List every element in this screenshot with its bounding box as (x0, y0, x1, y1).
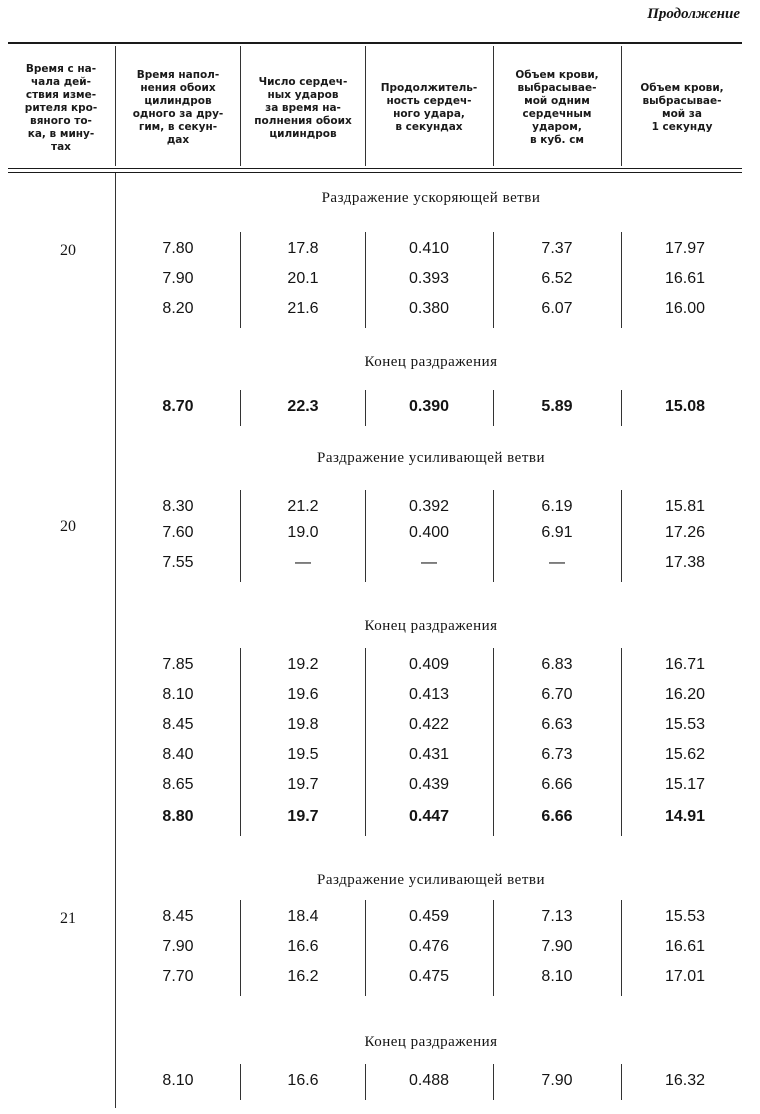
table-cell: 8.45 (162, 716, 194, 733)
table-cell: 7.80 (162, 240, 194, 257)
table-cell: 17.26 (664, 524, 706, 541)
column-divider (240, 1064, 241, 1100)
table-cell: 7.60 (162, 524, 194, 541)
table-cell: 15.53 (664, 908, 706, 925)
column-divider (365, 232, 366, 328)
table-cell: 8.30 (162, 498, 194, 515)
header-col-beats: Число сердеч- ных ударов за время на- полнения обоих цилиндров (254, 75, 352, 140)
table-cell: 7.90 (541, 938, 573, 955)
section-title: Раздражение усиливающей ветви (317, 450, 545, 466)
table-cell: 7.90 (162, 270, 194, 287)
column-divider (365, 648, 366, 836)
table-cell: 0.439 (408, 776, 450, 793)
table-cell: 8.10 (541, 968, 573, 985)
table-cell: 6.19 (541, 498, 573, 515)
table-cell: 8.70 (162, 398, 194, 415)
table-cell: 22.3 (287, 398, 319, 415)
header-bottom-rule (8, 172, 742, 173)
table-cell: 16.32 (664, 1072, 706, 1089)
table-cell: 14.91 (664, 808, 706, 825)
table-cell: 7.13 (541, 908, 573, 925)
column-divider (493, 648, 494, 836)
column-divider (493, 1064, 494, 1100)
column-divider (493, 490, 494, 582)
column-divider (621, 390, 622, 426)
table-cell: 6.66 (541, 808, 573, 825)
table-cell: 17.01 (664, 968, 706, 985)
column-divider (240, 390, 241, 426)
table-cell: 7.37 (541, 240, 573, 257)
time-label: 21 (60, 910, 76, 927)
table-cell: 6.63 (541, 716, 573, 733)
header-col-fill-time: Время напол- нения обоих цилиндров одного за дру- гим, в секун- дах (132, 69, 224, 146)
table-cell: 0.409 (408, 656, 450, 673)
column-divider (493, 232, 494, 328)
column-divider (240, 232, 241, 328)
table-cell: 16.20 (664, 686, 706, 703)
top-rule (8, 42, 742, 44)
section-title: Конец раздражения (364, 618, 498, 634)
table-cell: 19.2 (287, 656, 319, 673)
header-bottom-rule (8, 168, 742, 169)
header-divider (115, 46, 116, 166)
table-cell: 15.53 (664, 716, 706, 733)
table-cell: 17.8 (287, 240, 319, 257)
table-cell: 0.488 (408, 1072, 450, 1089)
column-divider (621, 490, 622, 582)
table-cell: 0.447 (408, 808, 450, 825)
column-divider (621, 1064, 622, 1100)
time-column-divider (115, 173, 116, 1108)
table-cell: 17.97 (664, 240, 706, 257)
table-cell: 0.431 (408, 746, 450, 763)
table-cell: 19.6 (287, 686, 319, 703)
column-divider (621, 232, 622, 328)
time-label: 20 (60, 518, 76, 535)
table-cell: 6.52 (541, 270, 573, 287)
section-title: Конец раздражения (364, 354, 498, 370)
column-divider (240, 648, 241, 836)
table-cell: 6.07 (541, 300, 573, 317)
table-cell: 19.7 (287, 808, 319, 825)
header-col-beat-duration: Продолжитель- ность сердеч- ного удара, в секундах (380, 82, 478, 133)
table-cell: 7.70 (162, 968, 194, 985)
time-label: 20 (60, 242, 76, 259)
table-cell: 19.7 (287, 776, 319, 793)
table-cell: 19.8 (287, 716, 319, 733)
header-divider (240, 46, 241, 166)
table-cell: 0.392 (408, 498, 450, 515)
table-cell: 0.410 (408, 240, 450, 257)
section-title: Конец раздражения (364, 1034, 498, 1050)
table-cell: 21.6 (287, 300, 319, 317)
table-cell: 16.71 (664, 656, 706, 673)
table-cell: 0.459 (408, 908, 450, 925)
table-cell: 6.66 (541, 776, 573, 793)
header-col-stroke-volume: Объем крови, выбрасывае- мой одним сердечным ударом, в куб. см (515, 69, 599, 146)
table-cell: 8.10 (162, 686, 194, 703)
table-cell: 8.80 (162, 808, 194, 825)
table-cell: 15.62 (664, 746, 706, 763)
column-divider (493, 390, 494, 426)
table-cell: 16.6 (287, 1072, 319, 1089)
header-col-volume-per-second: Объем крови, выбрасывае- мой за 1 секунду (640, 82, 724, 133)
table-cell: 0.475 (408, 968, 450, 985)
table-cell: 15.81 (664, 498, 706, 515)
table-cell: 19.5 (287, 746, 319, 763)
column-divider (621, 900, 622, 996)
table-cell: 20.1 (287, 270, 319, 287)
table-cell: 15.08 (664, 398, 706, 415)
column-divider (365, 390, 366, 426)
table-cell: 5.89 (541, 398, 573, 415)
table-cell: 7.90 (541, 1072, 573, 1089)
column-divider (493, 900, 494, 996)
table-cell: 16.2 (287, 968, 319, 985)
table-cell: 6.83 (541, 656, 573, 673)
column-divider (365, 490, 366, 582)
table-cell: 8.65 (162, 776, 194, 793)
header-divider (493, 46, 494, 166)
table-cell: 8.40 (162, 746, 194, 763)
table-cell: — (421, 554, 437, 571)
table-cell: 16.00 (664, 300, 706, 317)
table-cell: 19.0 (287, 524, 319, 541)
table-cell: 0.400 (408, 524, 450, 541)
table-cell: 7.90 (162, 938, 194, 955)
table-cell: 16.61 (664, 938, 706, 955)
section-title: Раздражение ускоряющей ветви (321, 190, 541, 206)
table-cell: 15.17 (664, 776, 706, 793)
table-cell: 8.10 (162, 1072, 194, 1089)
column-divider (621, 648, 622, 836)
table-cell: 18.4 (287, 908, 319, 925)
table-cell: 0.390 (408, 398, 450, 415)
table-cell: 8.45 (162, 908, 194, 925)
table-cell: 16.61 (664, 270, 706, 287)
header-divider (365, 46, 366, 166)
table-cell: 7.55 (162, 554, 194, 571)
header-divider (621, 46, 622, 166)
column-divider (240, 900, 241, 996)
table-cell: 0.393 (408, 270, 450, 287)
table-cell: 0.413 (408, 686, 450, 703)
table-cell: 16.6 (287, 938, 319, 955)
column-divider (240, 490, 241, 582)
table-cell: 0.380 (408, 300, 450, 317)
column-divider (365, 900, 366, 996)
table-cell: 0.422 (408, 716, 450, 733)
column-divider (365, 1064, 366, 1100)
table-cell: 8.20 (162, 300, 194, 317)
table-cell: 0.476 (408, 938, 450, 955)
table-cell: 6.70 (541, 686, 573, 703)
table-cell: — (549, 554, 565, 571)
table-cell: — (295, 554, 311, 571)
section-title: Раздражение усиливающей ветви (317, 872, 545, 888)
table-cell: 6.73 (541, 746, 573, 763)
table-cell: 6.91 (541, 524, 573, 541)
table-cell: 21.2 (287, 498, 319, 515)
table-cell: 17.38 (664, 554, 706, 571)
continued-label: Продолжение (647, 6, 740, 22)
header-col-time: Время с на- чала дей- ствия изме- рителя кро- вяного то- ка, в мину- тах (24, 62, 98, 153)
table-cell: 7.85 (162, 656, 194, 673)
